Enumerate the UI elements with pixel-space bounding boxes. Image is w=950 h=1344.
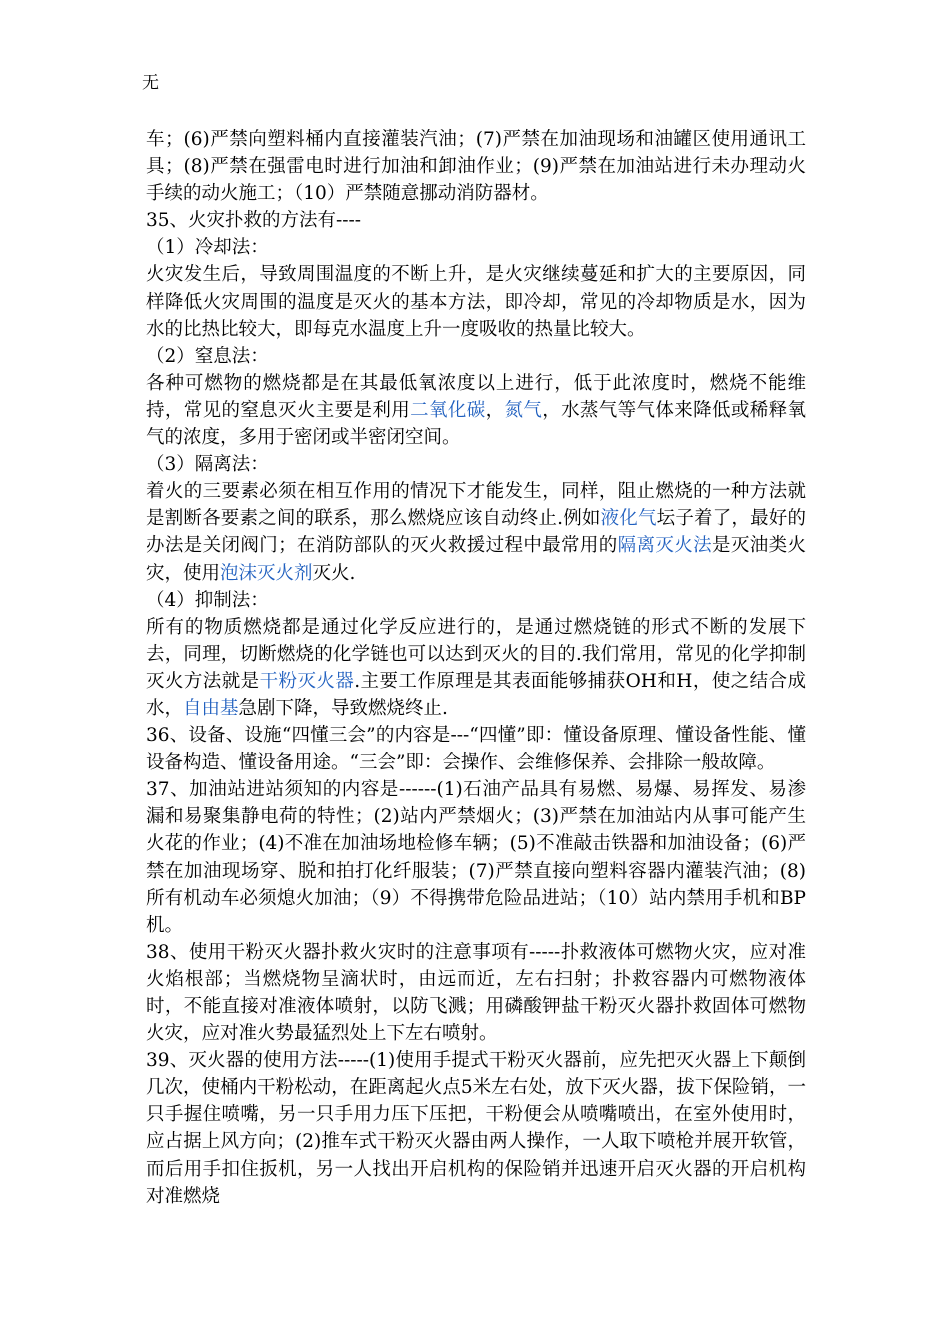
paragraph: [146, 939, 806, 1047]
paragraph: [146, 343, 806, 370]
paragraph-text: 火灾发生后，导致周围温度的不断上升，是火灾继续蔓延和扩大的主要原因，同样降低火灾周围的温度是灭火的基本方法，即冷却，常见的冷却物质是水，因为水的比热比较大，即每克水温度上升一度吸收的热量比较大。: [146, 264, 806, 340]
paragraph-text: （1）冷却法：: [146, 237, 269, 259]
paragraph: [146, 722, 806, 776]
paragraph: [146, 776, 806, 939]
paragraph-text: 急剧下降，导致燃烧终止.: [238, 697, 448, 719]
paragraph: [146, 234, 806, 261]
paragraph-text: （3）隔离法：: [146, 454, 269, 476]
paragraph-text: 37、加油站进站须知的内容是------(1)石油产品具有易燃、易爆、易挥发、易渗漏和易聚集静电荷的特性；(2)站内严禁烟火；(3)严禁在加油站内从事可能产生火花的作业；(4)不准在加油场地检修车辆；(5)不准敲击铁器和加油设备；(6)严禁在加油现场穿、脱和拍打化纤服装；(7)严禁直接向塑料容器内灌装汽油；(8)所有机动车必须熄火加油；（9）不得携带危险品进站；（10）站内禁用手机和BP机。: [146, 779, 806, 936]
paragraph-text: ，: [485, 399, 505, 421]
paragraph-text: （4）抑制法：: [146, 589, 269, 611]
hyperlink[interactable]: 泡沫灭火剂: [220, 562, 313, 584]
paragraph-text: 各种可燃物的燃烧都是在其最低氧浓度以上进行，低于此浓度时，燃烧不能维持，常见的窒息灭火主要是利用: [146, 372, 806, 421]
paragraph: [146, 207, 806, 234]
document-body: [146, 126, 806, 1210]
hyperlink[interactable]: 自由基: [183, 697, 239, 719]
paragraph-text: 坛子着了，最好的办法是关闭阀门；在消防部队的灭火救援过程中最常用的: [146, 508, 806, 557]
paragraph-text: （2）窒息法：: [146, 345, 269, 367]
paragraph: [146, 126, 806, 207]
paragraph-text: 所有的物质燃烧都是通过化学反应进行的，是通过燃烧链的形式不断的发展下去，同理，切断燃烧的化学链也可以达到灭火的目的.我们常用，常见的化学抑制灭火方法就是: [146, 616, 806, 692]
paragraph-text: .主要工作原理是其表面能够捕获OH和H，使之结合成水，: [146, 670, 806, 719]
paragraph-text: 是灭油类火灾，使用: [146, 535, 806, 584]
paragraph: [146, 370, 806, 451]
paragraph: [146, 478, 806, 586]
paragraph-text: 着火的三要素必须在相互作用的情况下才能发生，同样，阻止燃烧的一种方法就是割断各要素之间的联系，那么燃烧应该自动终止.例如: [146, 481, 806, 530]
hyperlink[interactable]: 干粉灭火器: [259, 670, 355, 692]
paragraph-text: 36、设备、设施“四懂三会”的内容是---“四懂”即：懂设备原理、懂设备性能、懂设备构造、懂设备用途。“三会”即：会操作、会维修保养、会排除一般故障。: [146, 725, 806, 774]
hyperlink[interactable]: 隔离灭火法: [617, 535, 713, 557]
hyperlink[interactable]: 液化气: [600, 508, 657, 530]
paragraph-text: ，水蒸气等气体来降低或稀释氧气的浓度，多用于密闭或半密闭空间。: [146, 399, 806, 449]
paragraph: [146, 614, 806, 722]
paragraph-text: 灭火.: [312, 562, 356, 584]
paragraph: [146, 451, 806, 478]
paragraph: [146, 1047, 806, 1210]
paragraph-text: 38、使用干粉灭火器扑救火灾时的注意事项有-----扑救液体可燃物火灾，应对准火焰根部；当燃烧物呈滴状时，由远而近，左右扫射；扑救容器内可燃物液体时，不能直接对准液体喷射，以防飞溅；用磷酸钾盐干粉灭火器扑救固体可燃物火灾，应对准火势最猛烈处上下左右喷射。: [146, 941, 806, 1045]
paragraph: [146, 261, 806, 342]
paragraph-text: 39、灭火器的使用方法-----(1)使用手提式干粉灭火器前，应先把灭火器上下颠倒几次，使桶内干粉松动，在距离起火点5米左右处，放下灭火器，拔下保险销，一只手握住喷嘴，另一只手用力压下压把，干粉便会从喷嘴喷出，在室外使用时，应占据上风方向；(2)推车式干粉灭火器由两人操作，一人取下喷枪并展开软管，而后用手扣住扳机，另一人找出开启机构的保险销并迅速开启灭火器的开启机构对准燃烧: [146, 1050, 806, 1207]
page-header: 无: [142, 73, 159, 93]
paragraph-text: 35、火灾扑救的方法有----: [146, 210, 362, 232]
paragraph: [146, 587, 806, 614]
hyperlink[interactable]: 二氧化碳: [410, 399, 486, 421]
paragraph-text: 车；(6)严禁向塑料桶内直接灌装汽油；(7)严禁在加油现场和油罐区使用通讯工具；(8)严禁在强雷电时进行加油和卸油作业；(9)严禁在加油站进行未办理动火手续的动火施工；（10）严禁随意挪动消防器材。: [146, 129, 806, 205]
hyperlink[interactable]: 氮气: [504, 399, 543, 421]
